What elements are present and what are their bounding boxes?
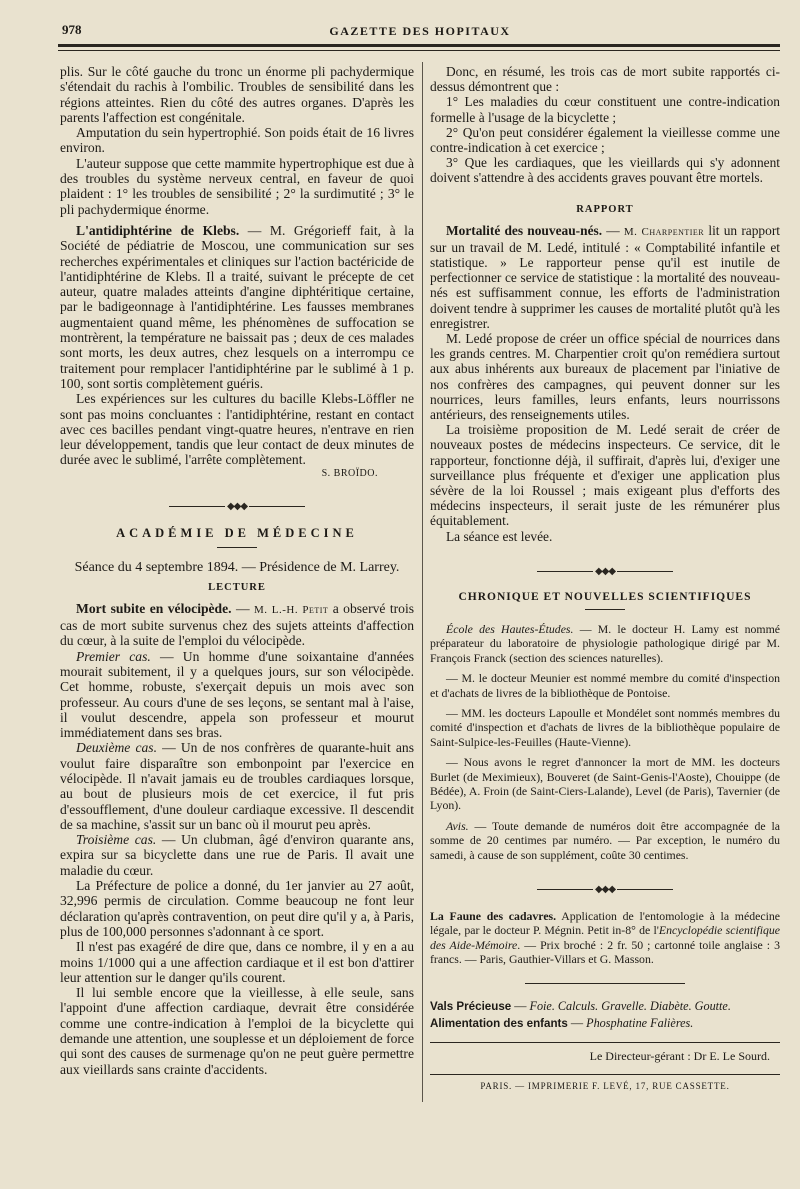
klebs-article	[60, 223, 414, 391]
paragraph: La séance est levée.	[446, 528, 553, 544]
case-2: Deuxième cas. — Un de nos confrères de quarante-huit ans voulut faire disparaître son embonpoint par l'exercice en vélocipède. Il n'avait jamais eu de troubles cardiaques lorsque, au bout de plusieurs mois de cet exercice, il fut pris d'essoufflement, d'une douleur cardiaque excessive. Il descendit de sa machine, s'assit sur un banc où il mourut peu après.	[60, 740, 414, 832]
signature: S. BROÏDO.	[321, 467, 378, 479]
footer-rule	[430, 1074, 780, 1075]
section-rule	[585, 609, 625, 610]
lecture-subhead: LECTURE	[208, 581, 266, 593]
left-column	[60, 64, 414, 1077]
mort-article: Mort subite en vélocipède. — M. L.-H. Petit a observé trois cas de mort subite survenus chez des sujets atteints d'affection du cœur, à la suite de l'emploi du vélocipède.	[60, 600, 415, 649]
news-item: Avis. — Toute demande de numéros doit être accompagnée de la somme de 20 centimes par numéro. — Par exception, le numéro du samedi, à cause de son supplément, coûte 30 centimes.	[430, 818, 780, 862]
ad-line: Alimentation des enfants — Phosphatine Falières.	[430, 1015, 694, 1030]
paragraph: Les expériences sur les cultures du bacille Klebs-Löffler ne sont pas moins concluantes : l'antidiphtérine, restant en contact avec ces bacilles pendant vingt-quatre heures, n'entrave en rien leur développement, tandis que leur contact de deux minutes de durée avec le sublimé, l'arrête complètement.	[60, 391, 414, 468]
list-item: 3° Que les cardiaques, que les vieillards qui s'y adonnent doivent s'attendre à des accidents graves pouvant être mortels.	[430, 155, 780, 186]
article-title: Mort subite en vélocipède.	[76, 600, 232, 616]
book-notice: La Faune des cadavres. Application de l'entomologie à la médecine légale, par le docteur P. Mégnin. Petit in-8° de l'Encyclopédie scientifique des Aide-Mémoire. — Prix broché : 2 fr. 50 ; cartonné toile anglaise : 3 francs. — Paris, Gauthier-Villars et G. Masson.	[430, 908, 781, 967]
case-3: Troisième cas. — Un clubman, âgé d'environ quarante ans, expira sur sa bicyclette dans une rue de Paris. Il avait une maladie du cœur.	[60, 832, 414, 878]
page-number: 978	[62, 22, 82, 37]
paragraph: Donc, en résumé, les trois cas de mort subite rapportés ci-dessus démontrent que :	[430, 64, 780, 95]
news-item: École des Hautes-Études. — M. le docteur H. Lamy est nommé préparateur du laboratoire de physiologie pathologique dirigé par M. François Franck (section des sciences naturelles).	[430, 621, 780, 665]
section-rule	[525, 983, 685, 984]
paragraph: La troisième proposition de M. Ledé serait de créer de nouveaux postes de médecins inspecteurs. Ce service, dit le rapporteur, fonctionne déjà, il suffirait, d'après lui, d'exiger une surveillance plus fréquente et d'exiger une application plus sévère de la loi Roussel ; mais exigeant plus d'efforts des médecins inspecteurs, il serait juste de les rémunérer plus équitablement.	[430, 422, 780, 529]
author: M. Charpentier	[623, 225, 705, 238]
journal-title: GAZETTE DES HOPITAUX	[329, 24, 511, 38]
footer-rule	[430, 1042, 780, 1043]
rapport-subhead: RAPPORT	[576, 203, 634, 215]
advertisements	[430, 998, 780, 1032]
header-rule	[58, 44, 780, 47]
header-rule-thin	[58, 50, 780, 51]
article-text: — M. Grégorieff fait, à la Société de pédiatrie de Moscou, une communication sur ses recherches expérimentales et cliniques sur l'action bactéricide de l'antidiphtérine de Klebs. Il a traité, suivant le précepte de cet auteur, quatre malades atteints d'angine diphtéritique certaine, par le badigeonnage à l'antidiphtérine. Les fausses membranes augmentaient quand même, les phénomènes de suffocation se montrèrent, la température ne baissait pas ; deux de ces malades sont morts, les deux autres, chez lesquels on a interrompu ce traitement pour remplacer l'antidiphtérine par le sublimé à 1 p. 100, sont sortis complètement guéris.	[60, 222, 414, 391]
mortalite-article: Mortalité des nouveau-nés. — M. Charpentier lit un rapport sur un travail de M. Ledé, intitulé : « Comptabilité infantile et statistique. » Le rapporteur pense qu'il est inutile de perfectionner ce service de statistique : la mortalité des nouveau-nés est suffisamment connue, les efforts de l'administration doivent tendre à supprimer les causes de mortalité plutôt qu'à les enregistrer.	[430, 222, 780, 331]
seance-line: Séance du 4 septembre 1894. — Présidence de M. Larrey.	[74, 559, 400, 575]
right-column	[430, 64, 780, 1091]
article-title: L'antidiphtérine de Klebs.	[76, 222, 240, 238]
column-divider	[422, 62, 423, 1102]
ornament-divider: ◆◆◆	[430, 884, 780, 895]
paragraph: M. Ledé propose de créer un office spécial de nourrices dans les grands centres. M. Charpentier croit qu'on remédiera surtout aux abus inhérents aux bureaux de placement par l'iniative de nos confrères des campagnes, qui peuvent donner sur les nourrices, leurs familles, leurs enfants, leurs nourrissons antérieurs, des renseignements utiles.	[430, 331, 780, 423]
paragraph: La Préfecture de police a donné, du 1er janvier au 27 août, 32,996 permis de circulation. Comme beaucoup ne font leur déclaration qu'après contravention, on peut dire qu'il y a, à Paris, plus de 100,000 personnes s'adonnant à ce sport.	[60, 878, 414, 939]
ad-line: Vals Précieuse — Foie. Calculs. Gravelle. Diabète. Goutte.	[430, 998, 731, 1013]
paragraph: Amputation du sein hypertrophié. Son poids était de 16 livres environ.	[60, 125, 414, 156]
article-title: Mortalité des nouveau-nés.	[446, 222, 603, 238]
paragraph: plis. Sur le côté gauche du tronc un énorme pli pachydermique s'étendait du rachis à l'ombilic. Troubles de sensibilité dans les régions atteintes. Rien du côté des autres organes. D'après les parents l'affection est congénitale.	[60, 64, 414, 125]
chronique-title: CHRONIQUE ET NOUVELLES SCIENTIFIQUES	[458, 590, 752, 603]
director-line: Le Directeur-gérant : Dr E. Le Sourd.	[589, 1048, 770, 1063]
author: M. L.-H. Petit	[253, 603, 329, 616]
page-header	[58, 22, 782, 40]
paragraph: Il n'est pas exagéré de dire que, dans ce nombre, il y en a au moins 1/1000 qui a une affection cardiaque et il est bon d'attirer leur attention sur le danger qu'ils courent.	[60, 939, 414, 985]
chronique-section	[430, 622, 780, 967]
news-item: — M. le docteur Meunier est nommé membre du comité d'inspection et d'achats de livres de la bibliothèque de Pontoise.	[430, 671, 780, 700]
ornament-divider: ◆◆◆	[430, 566, 780, 577]
academy-title: ACADÉMIE DE MÉDECINE	[116, 525, 358, 540]
printer-line: PARIS. — IMPRIMERIE F. LEVÉ, 17, RUE CASSETTE.	[480, 1080, 730, 1091]
list-item: 2° Qu'on peut considérer également la vieillesse comme une contre-indication à cet exercice ;	[430, 124, 780, 156]
paragraph: Il lui semble encore que la vieillesse, à elle seule, sans l'appoint d'une affection cardiaque, devrait être considérée comme une contre-indication à l'emploi de la bicyclette qui demande une attention, une souplesse et un déploiement de force qui sont des causes de surmenage qu'on ne peut guère permettre aux vieillards sans crainte d'accidents.	[60, 985, 414, 1077]
news-item: — Nous avons le regret d'annoncer la mort de MM. les docteurs Burlet (de Meximieux), Bouveret (de Saint-Genis-l'Aoste), Chouippe (de Bédée), A. Froin (de Saint-Ciers-Lalande), Level (de Paris), Tavernier (de Lyon).	[430, 755, 780, 813]
case-1: Premier cas. — Un homme d'une soixantaine d'années mourait subitement, il y a quelques jours, sur son vélocipède. Cet homme, robuste, s'exerçait depuis un mois avec son professeur. Au cours d'une de ses leçons, se sentant mal à l'aise, il voulut descendre, appela son professeur et mourut immédiatement dans ses bras.	[60, 648, 414, 741]
book-title: La Faune des cadavres.	[430, 908, 557, 923]
ornament-divider: ◆◆◆	[60, 501, 414, 512]
paragraph: L'auteur suppose que cette mammite hypertrophique est due à des troubles du système nerveux central, en faveur de quoi plaident : 1° les troubles de sensibilité ; 2° la surdimutité ; 3° le pli pachydermique énorme.	[60, 155, 414, 217]
list-item: 1° Les maladies du cœur constituent une contre-indication formelle à l'usage de la bicyclette ;	[430, 94, 780, 125]
news-item: — MM. les docteurs Lapoulle et Mondélet sont nommés membres du comité d'inspection et d'achats de livres de la bibliothèque populaire de Saint-Sulpice-les-Feuilles (Haute-Vienne).	[430, 705, 780, 749]
section-rule	[217, 547, 257, 548]
